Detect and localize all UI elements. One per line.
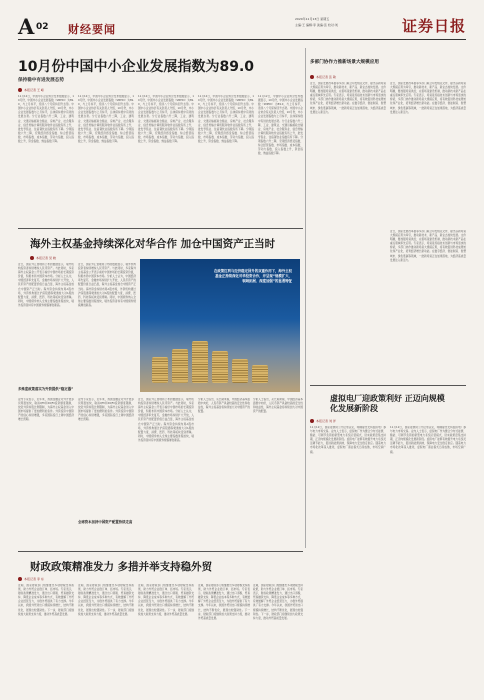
byline-dot-icon <box>310 419 314 423</box>
right-column-3: 近日，国家发展改革委等多部门联合印发相关文件，提出以新场景大规模应用为牵引，推动新技术、新产品、新业态加快发展。文件明确，要加强场景供给，完善场景建设机制，推动新技术新产品在重点领域率先应用。专家表示，场景是连接技术创新与市场需求的桥梁，多部门协作推动新场景大规模应用，将有效促进科技成果转化和产业化，培育经济增长新动能。在数字经济、智能制造、智慧城市、绿色低碳等领域，一批新场景正在加速落地，为经济高质量发展注入新活力。 <box>390 230 466 262</box>
bottom-column-3: 近期，国家财政部门相继推出多项财税支持政策，助力外贸企业稳订单、拓市场。专家表示，财政政策精准发力，通过出口退税、贸易融资支持、降低企业成本等多种方式，有效缓解了外贸企业经营压力，为稳外贸提供了有力支撑。今年以来，我国外贸进出口规模持续增长，结构不断优化，展现出较强韧性。下一步，财政部门将继续加大政策支持力度，推动外贸高质量发展。 <box>138 584 194 616</box>
coin-stack-4 <box>212 351 228 383</box>
bottom-byline <box>18 577 44 581</box>
feature-byline <box>30 256 56 260</box>
right-byline-text: 本报记者 张 敏 <box>316 75 336 79</box>
lead-title: 10月份中国中小企业发展指数为89.0 <box>18 59 255 75</box>
bottom-byline-text: 本报记者 李 东 <box>24 577 44 581</box>
feature-photo-coins <box>140 259 300 392</box>
coin-stack-1 <box>152 357 168 383</box>
bottom-title: 财政政策精准发力 多措并举支持稳外贸 <box>30 561 213 573</box>
feature-column-6: 分析人士指出，从长期来看，中国经济基本面稳中向好，人民币资产具备较高的安全性和收益性，海外主权基金将持续加大对中国资产的配置。 <box>198 398 250 414</box>
lead-column-5: 11月12日，中国中小企业协会发布数据显示，10月份，中国中小企业发展指数（SMEDI）为89.0，与上月持平，连续八个月保持回升态势。中国中小企业协会有关负责人介绍，10月份，中小企业发展指数与上月持平，总体保持稳中有进的发展态势。分行业指数六升二降，工业、建筑业、交通运输邮政仓储业、房地产业、社会服务业、信息传输计算机服务软件业指数有所上升，批发零售业、住宿餐饮业指数有所下降。分项指数六升二降，宏观经济感受指数、综合经营指数、市场指数、成本指数、劳动力指数、投入指数上升，资金指数、效益指数下降。 <box>258 95 303 156</box>
lead-column-2: 11月12日，中国中小企业协会发布数据显示，10月份，中国中小企业发展指数（SMEDI）为89.0，与上月持平，连续八个月保持回升态势。中国中小企业协会有关负责人介绍，10月份，中小企业发展指数与上月持平，总体保持稳中有进的发展态势。分行业指数六升二降，工业、建筑业、交通运输邮政仓储业、房地产业、社会服务业、信息传输计算机服务软件业指数有所上升，批发零售业、住宿餐饮业指数有所下降。分项指数六升二降，宏观经济感受指数、综合经营指数、市场指数、成本指数、劳动力指数、投入指数上升，资金指数、效益指数下降。 <box>78 95 134 144</box>
right-title: 多部门协作力推新场景大规模应用 <box>310 60 379 65</box>
byline-dot-icon <box>18 577 22 581</box>
feature-column-1: 近日，国家外汇管理局公布的数据显示，境外机构投资者持续增持人民币资产。与此同时，多家海外主权基金公开表示看好中国市场的长期投资价值，积极布局中国资本市场。分析人士认为，中国经济率先复苏，金融市场持续扩大开放，人民币资产的配置价值日益凸显，海外主权基金加仓中国资产正当时。海外资金持续布局A股市场，外资机构通过沪深股通等渠道加大对A股的配置力度，消费、医药、科技等板块受到青睐。同时，中国债券纳入全球主要指数进程加快，境外投资者持有中国债券规模屡创新高。 <box>18 263 74 307</box>
right-lower-rule <box>310 385 466 386</box>
right-column-2: 近日，国家发展改革委等多部门联合印发相关文件，提出以新场景大规模应用为牵引，推动新技术、新产品、新业态加快发展。文件明确，要加强场景供给，完善场景建设机制，推动新技术新产品在重点领域率先应用。专家表示，场景是连接技术创新与市场需求的桥梁，多部门协作推动新场景大规模应用，将有效促进科技成果转化和产业化，培育经济增长新动能。在数字经济、智能制造、智慧城市、绿色低碳等领域，一批新场景正在加速落地，为经济高质量发展注入新活力。 <box>390 82 466 114</box>
right-lower-byline-text: 本报记者 刘 洋 <box>316 419 336 423</box>
section-title: 财经要闻 <box>68 23 116 36</box>
feature-photo-caption: 在政策红利与经济稳定回升的双重作用下，海外主权基金正持续深化对华投资合作，并呈现“规模扩大、领域拓展、深度加强”的显著特征 <box>214 269 292 283</box>
right-lower-title: 虚拟电厂迎政策利好 正迈向规模化发展新阶段 <box>330 394 445 413</box>
bottom-column-2: 近期，国家财政部门相继推出多项财税支持政策，助力外贸企业稳订单、拓市场。专家表示，财政政策精准发力，通过出口退税、贸易融资支持、降低企业成本等多种方式，有效缓解了外贸企业经营压力，为稳外贸提供了有力支撑。今年以来，我国外贸进出口规模持续增长，结构不断优化，展现出较强韧性。下一步，财政部门将继续加大政策支持力度，推动外贸高质量发展。 <box>78 584 134 616</box>
coin-stack-6 <box>252 365 268 383</box>
feature-column-4: 业内专家表示，近年来，我国金融业对外开放步伐明显加快，取消QFII和RQFII投资额度限制，放宽外资持股比例限制，为海外主权基金进入中国市场提供了更加便利的条件。外资投资中国资产的信心持续增强，多家国际投行上调中国经济增长预期。 <box>78 398 134 422</box>
lead-byline-text: 本报记者 王 峰 <box>24 88 44 92</box>
coin-stack-5 <box>232 359 248 383</box>
masthead-text: 证券日报 <box>402 16 467 35</box>
right-lower-byline <box>310 419 336 423</box>
bottom-column-4: 近期，国家财政部门相继推出多项财税支持政策，助力外贸企业稳订单、拓市场。专家表示，财政政策精准发力，通过出口退税、贸易融资支持、降低企业成本等多种方式，有效缓解了外贸企业经营压力，为稳外贸提供了有力支撑。今年以来，我国外贸进出口规模持续增长，结构不断优化，展现出较强韧性。下一步，财政部门将继续加大政策支持力度，推动外贸高质量发展。 <box>198 584 250 620</box>
lead-column-1: 11月12日，中国中小企业协会发布数据显示，10月份，中国中小企业发展指数（SMEDI）为89.0，与上月持平，连续八个月保持回升态势。中国中小企业协会有关负责人介绍，10月份，中小企业发展指数与上月持平，总体保持稳中有进的发展态势。分行业指数六升二降，工业、建筑业、交通运输邮政仓储业、房地产业、社会服务业、信息传输计算机服务软件业指数有所上升，批发零售业、住宿餐饮业指数有所下降。分项指数六升二降，宏观经济感受指数、综合经营指数、市场指数、成本指数、劳动力指数、投入指数上升，资金指数、效益指数下降。 <box>18 95 74 144</box>
byline-dot-icon <box>310 75 314 79</box>
bottom-column-5: 近期，国家财政部门相继推出多项财税支持政策，助力外贸企业稳订单、拓市场。专家表示，财政政策精准发力，通过出口退税、贸易融资支持、降低企业成本等多种方式，有效缓解了外贸企业经营压力，为稳外贸提供了有力支撑。今年以来，我国外贸进出口规模持续增长，结构不断优化，展现出较强韧性。下一步，财政部门将继续加大政策支持力度，推动外贸高质量发展。 <box>253 584 303 620</box>
right-byline <box>310 75 336 79</box>
meta-line: 主编:王 编辑:李 美编:张 校对:刘 <box>295 23 338 27</box>
lead-column-4: 11月12日，中国中小企业协会发布数据显示，10月份，中国中小企业发展指数（SMEDI）为89.0，与上月持平，连续八个月保持回升态势。中国中小企业协会有关负责人介绍，10月份，中小企业发展指数与上月持平，总体保持稳中有进的发展态势。分行业指数六升二降，工业、建筑业、交通运输邮政仓储业、房地产业、社会服务业、信息传输计算机服务软件业指数有所上升，批发零售业、住宿餐饮业指数有所下降。分项指数六升二降，宏观经济感受指数、综合经营指数、市场指数、成本指数、劳动力指数、投入指数上升，资金指数、效益指数下降。 <box>198 95 254 144</box>
feature-column-3: 业内专家表示，近年来，我国金融业对外开放步伐明显加快，取消QFII和RQFII投资额度限制，放宽外资持股比例限制，为海外主权基金进入中国市场提供了更加便利的条件。外资投资中国资产的信心持续增强，多家国际投行上调中国经济增长预期。 <box>18 398 74 422</box>
right-column-1: 近日，国家发展改革委等多部门联合印发相关文件，提出以新场景大规模应用为牵引，推动新技术、新产品、新业态加快发展。文件明确，要加强场景供给，完善场景建设机制，推动新技术新产品在重点领域率先应用。专家表示，场景是连接技术创新与市场需求的桥梁，多部门协作推动新场景大规模应用，将有效促进科技成果转化和产业化，培育经济增长新动能。在数字经济、智能制造、智慧城市、绿色低碳等领域，一批新场景正在加速落地，为经济高质量发展注入新活力。 <box>310 82 386 114</box>
right-lower-column-2: 11月12日，国家能源局公开征求意见，明确提出支持虚拟电厂参与电力市场交易。业内人士表示，虚拟电厂作为聚合分布式能源、储能、可调节负荷的新型电力系统运营模式，迎来政策密集支持期，正迈向规模化发展新阶段。虚拟电厂能够有效提升电力系统灵活调节能力，促进新能源消纳，保障电力安全稳定供应。随着电力市场化改革深入推进，虚拟电厂商业模式日趋成熟，市场空间广阔。 <box>390 426 466 454</box>
feature-top-rule <box>18 228 303 229</box>
right-lower-column-1: 11月12日，国家能源局公开征求意见，明确提出支持虚拟电厂参与电力市场交易。业内人士表示，虚拟电厂作为聚合分布式能源、储能、可调节负荷的新型电力系统运营模式，迎来政策密集支持期，正迈向规模化发展新阶段。虚拟电厂能够有效提升电力系统灵活调节能力，促进新能源消纳，保障电力安全稳定供应。随着电力市场化改革深入推进，虚拟电厂商业模式日趋成熟，市场空间广阔。 <box>310 426 386 454</box>
header-rule <box>18 39 466 40</box>
feature-column-5: 近日，国家外汇管理局公布的数据显示，境外机构投资者持续增持人民币资产。与此同时，多家海外主权基金公开表示看好中国市场的长期投资价值，积极布局中国资本市场。分析人士认为，中国经济率先复苏，金融市场持续扩大开放，人民币资产的配置价值日益凸显，海外主权基金加仓中国资产正当时。海外资金持续布局A股市场，外资机构通过沪深股通等渠道加大对A股的配置力度，消费、医药、科技等板块受到青睐。同时，中国债券纳入全球主要指数进程加快，境外投资者持有中国债券规模屡创新高。 <box>138 398 194 442</box>
column-divider <box>305 48 306 548</box>
date-line: 2020年11月13日 星期五 <box>295 17 330 21</box>
lead-column-3: 11月12日，中国中小企业协会发布数据显示，10月份，中国中小企业发展指数（SMEDI）为89.0，与上月持平，连续八个月保持回升态势。中国中小企业协会有关负责人介绍，10月份，中小企业发展指数与上月持平，总体保持稳中有进的发展态势。分行业指数六升二降，工业、建筑业、交通运输邮政仓储业、房地产业、社会服务业、信息传输计算机服务软件业指数有所上升，批发零售业、住宿餐饮业指数有所下降。分项指数六升二降，宏观经济感受指数、综合经营指数、市场指数、成本指数、劳动力指数、投入指数上升，资金指数、效益指数下降。 <box>138 95 194 144</box>
byline-dot-icon <box>30 256 34 260</box>
coin-stack-3 <box>192 341 208 383</box>
lead-subtitle: 保持稳中有进发展态势 <box>18 78 64 83</box>
feature-byline-text: 本报记者 吴 晓 <box>36 256 56 260</box>
coin-stack-2 <box>172 349 188 383</box>
section-letter: A <box>18 14 35 39</box>
feature-subhead-1: 多维度政策落实为外资提供“稳定器” <box>18 387 74 391</box>
feature-subhead-2: 全球资本加持中国资产配置持续走高 <box>78 520 133 524</box>
feature-column-2: 近日，国家外汇管理局公布的数据显示，境外机构投资者持续增持人民币资产。与此同时，多家海外主权基金公开表示看好中国市场的长期投资价值，积极布局中国资本市场。分析人士认为，中国经济率先复苏，金融市场持续扩大开放，人民币资产的配置价值日益凸显，海外主权基金加仓中国资产正当时。海外资金持续布局A股市场，外资机构通过沪深股通等渠道加大对A股的配置力度，消费、医药、科技等板块受到青睐。同时，中国债券纳入全球主要指数进程加快，境外投资者持有中国债券规模屡创新高。 <box>78 263 136 307</box>
masthead-logo <box>402 14 472 36</box>
feature-column-7: 分析人士指出，从长期来看，中国经济基本面稳中向好，人民币资产具备较高的安全性和收益性，海外主权基金将持续加大对中国资产的配置。 <box>253 398 303 414</box>
byline-dot-icon <box>18 88 22 92</box>
feature-title: 海外主权基金持续深化对华合作 加仓中国资产正当时 <box>30 238 276 250</box>
bottom-rule <box>18 551 303 552</box>
page-number: 02 <box>36 22 49 32</box>
bottom-column-1: 近期，国家财政部门相继推出多项财税支持政策，助力外贸企业稳订单、拓市场。专家表示，财政政策精准发力，通过出口退税、贸易融资支持、降低企业成本等多种方式，有效缓解了外贸企业经营压力，为稳外贸提供了有力支撑。今年以来，我国外贸进出口规模持续增长，结构不断优化，展现出较强韧性。下一步，财政部门将继续加大政策支持力度，推动外贸高质量发展。 <box>18 584 74 616</box>
lead-byline <box>18 88 44 92</box>
